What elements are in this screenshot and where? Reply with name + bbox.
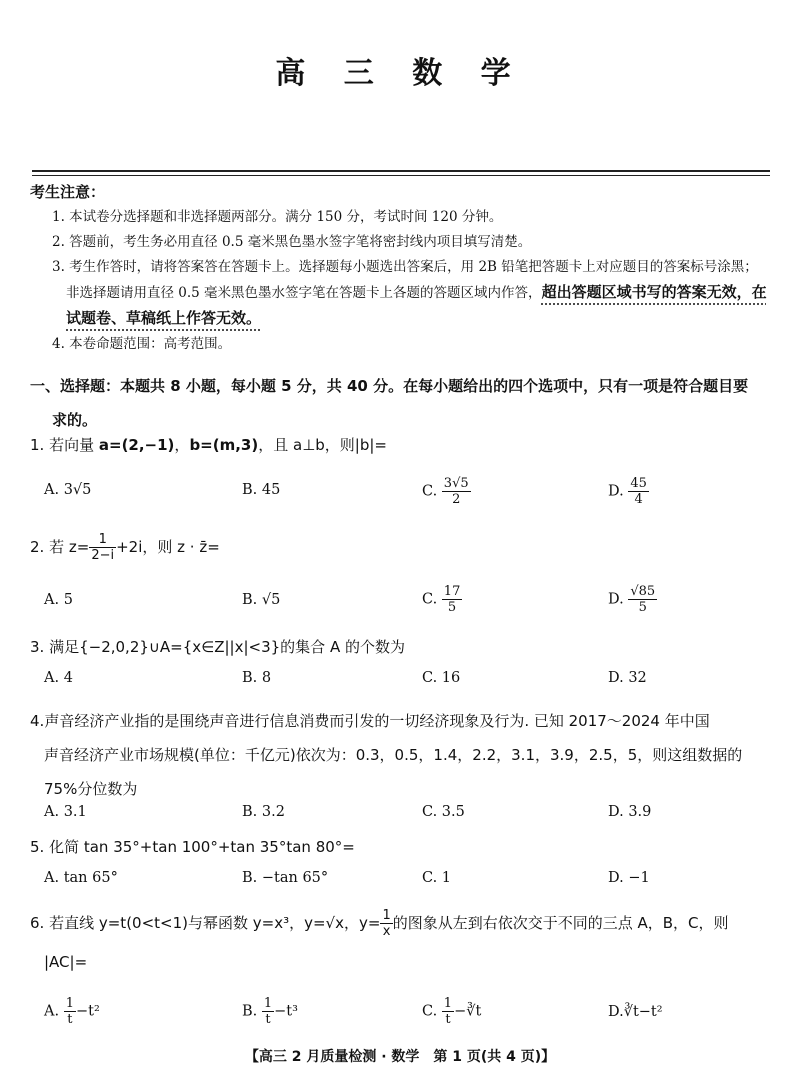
- option-label: B.: [242, 1003, 258, 1020]
- header-rule-top: [32, 170, 770, 172]
- option-label: D.: [608, 1004, 624, 1020]
- fraction-denominator: 2: [452, 492, 461, 507]
- option-value: −t²: [75, 1003, 100, 1020]
- option-value: 3.9: [628, 804, 652, 820]
- notice-item-2: 2. 答题前，考生务必用直径 0.5 毫米黑色墨水签字笔将密封线内项目填写清楚。: [52, 234, 532, 250]
- fraction-denominator: x: [382, 924, 391, 939]
- notice-heading: 考生注意：: [30, 183, 106, 201]
- question-3: [30, 636, 775, 657]
- option-label: C.: [422, 483, 438, 500]
- fraction: [89, 532, 116, 563]
- page-footer: 【高三 2 月质量检测 · 数学 第 1 页(共 4 页)】: [244, 1049, 556, 1065]
- fraction: [64, 996, 76, 1027]
- section-heading-line1: 一、选择题：本题共 8 小题，每小题 5 分，共 40 分。在每小题给出的四个选项中，只有一项是符合题目要: [30, 377, 749, 395]
- question-number: 5.: [30, 838, 45, 856]
- option-label: A.: [44, 670, 60, 686]
- option-label: B.: [242, 482, 258, 498]
- option-d: [608, 670, 647, 686]
- option-value: tan 65°: [63, 870, 118, 886]
- option-b: [242, 870, 328, 886]
- option-value: −1: [628, 870, 650, 886]
- notice-block: [30, 180, 770, 357]
- option-c: [422, 870, 451, 886]
- fraction-numerator: 3√5: [443, 476, 469, 491]
- option-value: 1: [441, 870, 452, 886]
- question-text: [49, 908, 729, 939]
- fraction-numerator: 1: [443, 996, 453, 1011]
- question-number: 2.: [30, 538, 45, 556]
- fraction-numerator: 1: [263, 996, 273, 1011]
- option-c: [422, 476, 471, 507]
- option-value: 3.1: [63, 804, 87, 820]
- option-value: −∛t: [454, 1003, 482, 1020]
- option-value: 4: [63, 670, 73, 686]
- question-number: 4.: [30, 712, 45, 730]
- option-value: −t³: [274, 1003, 298, 1020]
- question-text-part: +2i，则 z · z̄=: [116, 538, 220, 556]
- fraction: [628, 584, 657, 615]
- question-5: [30, 836, 775, 857]
- question-4: [30, 704, 775, 806]
- option-value: 5: [63, 592, 73, 608]
- fraction-denominator: 2−i: [91, 548, 115, 563]
- option-label: A.: [44, 1003, 60, 1020]
- question-6-line2: |AC|=: [44, 953, 88, 971]
- notice-item-3-warning: 超出答题区域书写的答案无效，在试题卷、草稿纸上作答无效。: [66, 283, 767, 327]
- option-d: [608, 804, 651, 820]
- option-d: [608, 1004, 663, 1020]
- option-label: B.: [242, 870, 258, 886]
- fraction: [262, 996, 274, 1027]
- question-text: 化简 tan 35°+tan 100°+tan 35°tan 80°=: [49, 838, 355, 856]
- option-d: [608, 870, 650, 886]
- option-label: C.: [422, 870, 438, 886]
- option-d: [608, 584, 657, 615]
- option-value: √5: [261, 592, 281, 608]
- option-label: B.: [242, 592, 258, 608]
- option-b: [242, 996, 298, 1027]
- option-label: D.: [608, 870, 624, 886]
- fraction: [628, 476, 649, 507]
- question-text-part: 若直线 y=t(0<t<1)与幂函数 y=x³，y=√x，y=: [49, 914, 381, 932]
- question-text: 满足{−2,0,2}∪A={x∈Z||x|<3}的集合 A 的个数为: [49, 638, 405, 656]
- option-value: 45: [261, 482, 281, 498]
- question-text-part: ，且 a⊥b，则|b|=: [258, 436, 387, 454]
- question-text: 声音经济产业指的是围绕声音进行信息消费而引发的一切经济现象及行为. 已知 2017～2024 年中国: [44, 712, 710, 730]
- option-label: C.: [422, 1003, 438, 1020]
- option-c: [422, 996, 481, 1027]
- option-value: 16: [441, 670, 461, 686]
- question-4-line2: 声音经济产业市场规模(单位：千亿元)依次为：0.3，0.5，1.4，2.2，3.1，3.9，2.5，5，则这组数据的: [44, 746, 743, 764]
- option-label: D.: [608, 483, 624, 500]
- option-value: 8: [261, 670, 272, 686]
- option-a: [44, 870, 118, 886]
- option-label: B.: [242, 804, 258, 820]
- option-c: [422, 804, 465, 820]
- question-text-part: 的图象从左到右依次交于不同的三点 A，B，C，则: [392, 914, 729, 932]
- fraction: [442, 476, 471, 507]
- option-label: C.: [422, 804, 438, 820]
- option-a: [44, 670, 73, 686]
- question-1: [30, 434, 775, 455]
- option-value: −tan 65°: [261, 870, 329, 886]
- option-c: [422, 670, 460, 686]
- question-text: [49, 436, 387, 454]
- option-label: A.: [44, 804, 60, 820]
- option-label: A.: [44, 592, 60, 608]
- option-d: [608, 476, 649, 507]
- fraction-numerator: 1: [65, 996, 74, 1011]
- fraction-denominator: t: [67, 1012, 73, 1027]
- question-4-line1: [30, 704, 775, 738]
- option-a: [44, 592, 73, 608]
- question-text-part: ，: [174, 436, 190, 454]
- section-heading-line2: 求的。: [52, 411, 98, 429]
- fraction: [442, 584, 463, 615]
- notice-item-4: 4. 本卷命题范围：高考范围。: [52, 336, 232, 352]
- option-b: [242, 592, 280, 608]
- notice-item-3: [30, 255, 770, 332]
- notice-item-1: 1. 本试卷分选择题和非选择题两部分。满分 150 分，考试时间 120 分钟。: [52, 209, 503, 225]
- option-value: 3√5: [63, 482, 92, 498]
- fraction: [380, 908, 392, 939]
- fraction: [442, 996, 454, 1027]
- option-label: C.: [422, 591, 438, 608]
- fraction-denominator: t: [265, 1012, 271, 1027]
- question-text-part: 若 z=: [49, 538, 90, 556]
- question-text: [49, 532, 220, 563]
- fraction-denominator: 5: [638, 600, 647, 615]
- option-b: [242, 804, 285, 820]
- fraction-denominator: 4: [634, 492, 643, 507]
- option-a: [44, 996, 100, 1027]
- question-2: [30, 532, 775, 563]
- fraction-denominator: t: [445, 1012, 451, 1027]
- fraction-numerator: 1: [382, 908, 391, 923]
- option-value: 3.2: [261, 804, 285, 820]
- option-value: 32: [628, 670, 647, 686]
- fraction-numerator: 1: [89, 532, 116, 548]
- option-b: [242, 670, 271, 686]
- option-value: ∛t−t²: [623, 1004, 663, 1020]
- question-number: 6.: [30, 914, 45, 932]
- option-label: D.: [608, 591, 624, 608]
- header-rule-bottom: [32, 175, 770, 176]
- section-heading: [30, 366, 775, 434]
- option-value: 3.5: [441, 804, 465, 820]
- option-label: D.: [608, 804, 624, 820]
- option-label: A.: [44, 482, 60, 498]
- fraction-numerator: 45: [630, 476, 647, 491]
- option-b: [242, 482, 280, 498]
- page-title: 高 三 数 学: [275, 56, 525, 91]
- option-label: A.: [44, 870, 60, 886]
- notice-item-3-text: 3. 考生作答时，请将答案答在答题卡上。选择题每小题选出答案后，用 2B 铅笔把答题卡上对应题目的答案标号涂黑；非选择题请用直径 0.5 毫米黑色墨水签字笔在答题卡上各题的答题区域内作答，: [52, 259, 758, 301]
- question-4-line3: 75%分位数为: [44, 780, 138, 798]
- fraction-numerator: √85: [630, 584, 656, 599]
- option-label: B.: [242, 670, 258, 686]
- option-label: D.: [608, 670, 624, 686]
- option-a: [44, 482, 91, 498]
- question-6: [30, 908, 775, 971]
- option-c: [422, 584, 462, 615]
- vector-a: a=(2,−1): [98, 436, 175, 454]
- question-number: 1.: [30, 436, 45, 454]
- fraction-numerator: 17: [443, 584, 461, 599]
- fraction-denominator: 5: [447, 600, 457, 615]
- question-text-part: 若向量: [49, 436, 99, 454]
- vector-b: b=(m,3): [189, 436, 259, 454]
- option-a: [44, 804, 87, 820]
- option-label: C.: [422, 670, 438, 686]
- question-number: 3.: [30, 638, 45, 656]
